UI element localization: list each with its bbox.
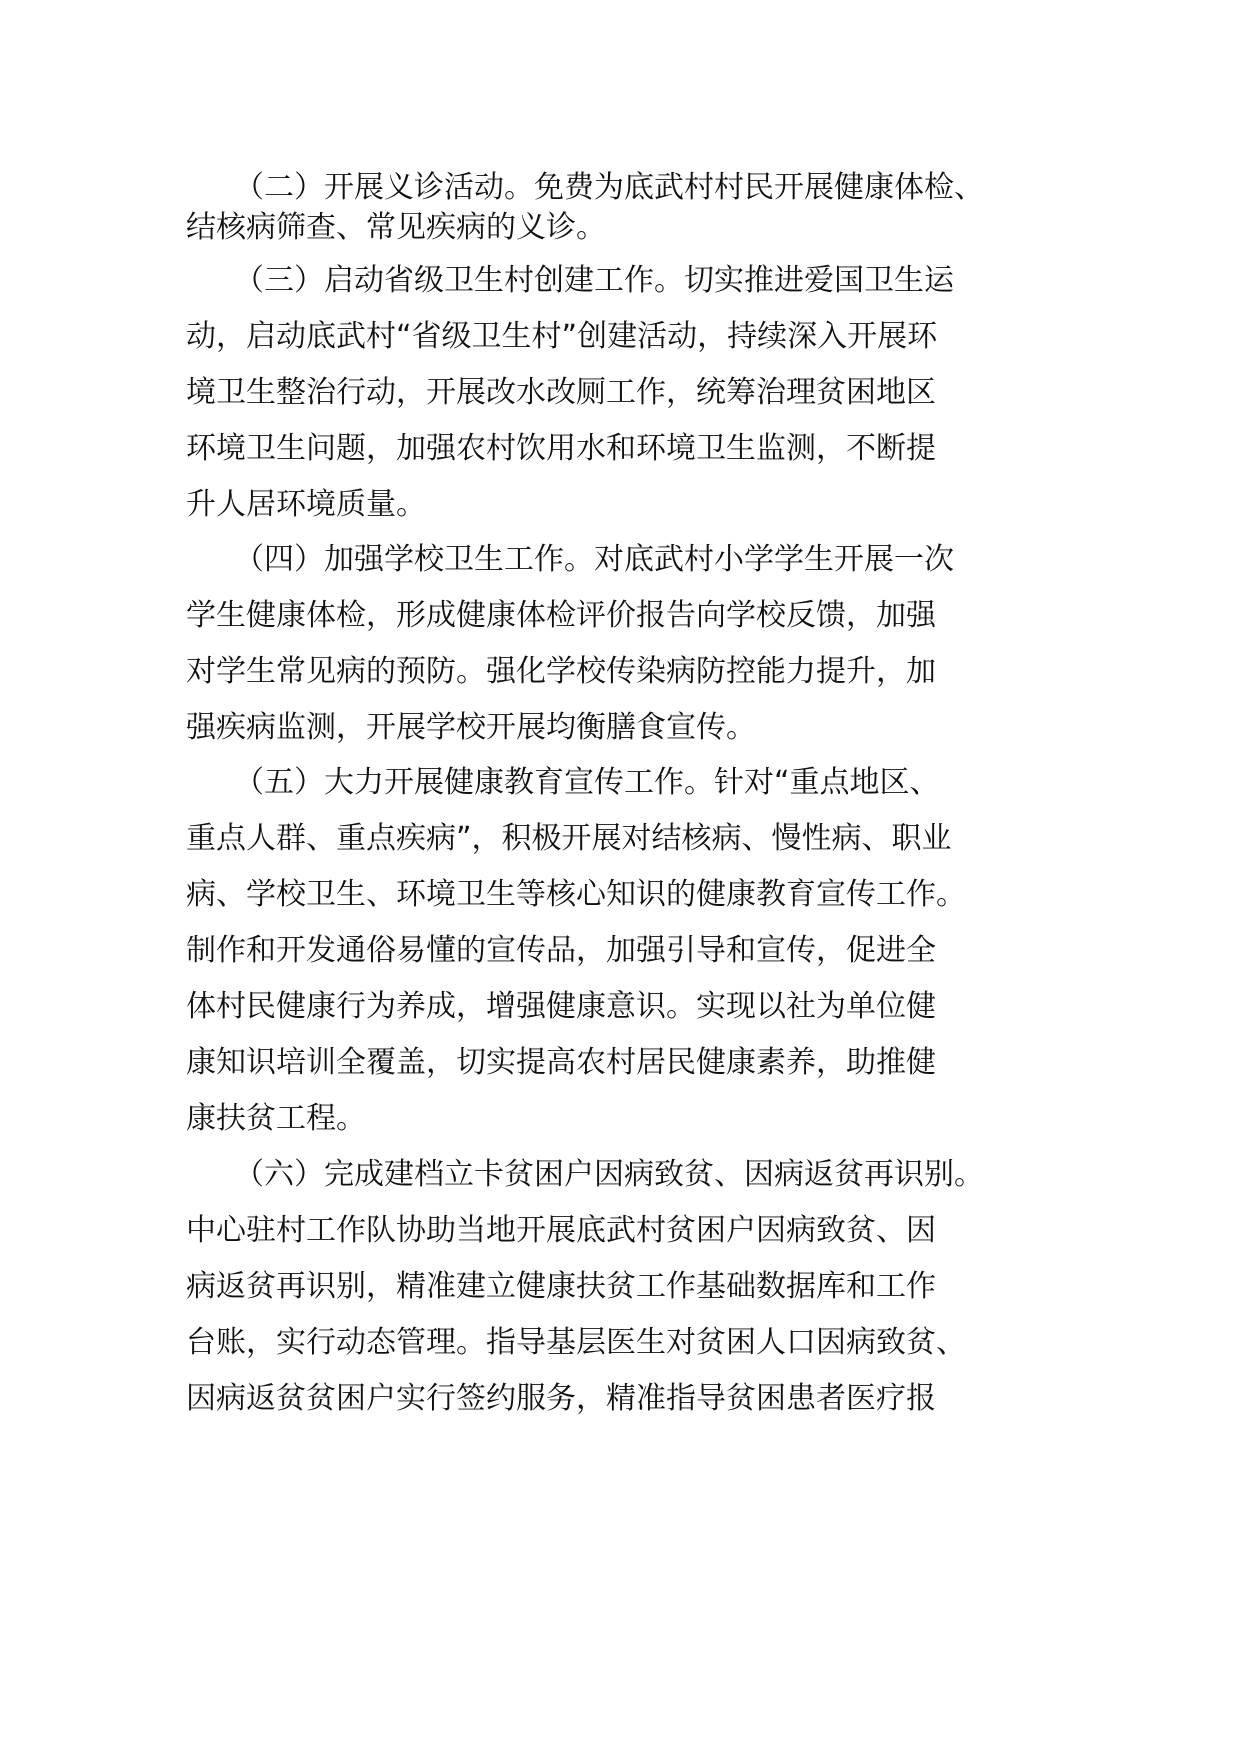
paragraph-line: 对学生常见病的预防。强化学校传染病防控能力提升，加 [186, 654, 936, 689]
paragraph-line: 康扶贫工程。 [186, 1101, 366, 1136]
paragraph-line: （六）完成建档立卡贫困户因病致贫、因病返贫再识别。 [234, 1157, 984, 1192]
paragraph-line: 体村民健康行为养成，增强健康意识。实现以社为单位健 [186, 989, 936, 1024]
paragraph-line: 康知识培训全覆盖，切实提高农村居民健康素养，助推健 [186, 1045, 936, 1080]
paragraph-line: 因病返贫贫困户实行签约服务，精准指导贫困患者医疗报 [186, 1381, 936, 1416]
paragraph-line: 中心驻村工作队协助当地开展底武村贫困户因病致贫、因 [186, 1213, 936, 1248]
paragraph-line: 强疾病监测，开展学校开展均衡膳食宣传。 [186, 710, 756, 745]
paragraph-line: 动，启动底武村“省级卫生村”创建活动，持续深入开展环 [186, 319, 938, 354]
paragraph-line: 制作和开发通俗易懂的宣传品，加强引导和宣传，促进全 [186, 933, 936, 968]
paragraph-line: （二）开展义诊活动。免费为底武村村民开展健康体检、 [234, 170, 984, 205]
paragraph-line: （三）启动省级卫生村创建工作。切实推进爱国卫生运 [234, 263, 954, 298]
paragraph-line: （五）大力开展健康教育宣传工作。针对“重点地区、 [234, 765, 940, 800]
paragraph-line: 学生健康体检，形成健康体检评价报告向学校反馈，加强 [186, 598, 936, 633]
paragraph-line: 境卫生整治行动，开展改水改厕工作，统筹治理贫困地区 [186, 375, 936, 410]
paragraph-line: 环境卫生问题，加强农村饮用水和环境卫生监测，不断提 [186, 431, 936, 466]
paragraph-line: 升人居环境质量。 [186, 487, 426, 522]
paragraph-line: 重点人群、重点疾病”，积极开展对结核病、慢性病、职业 [186, 821, 952, 856]
paragraph-line: （四）加强学校卫生工作。对底武村小学学生开展一次 [234, 542, 954, 577]
paragraph-line: 台账，实行动态管理。指导基层医生对贫困人口因病致贫、 [186, 1325, 966, 1360]
paragraph-line: 结核病筛查、常见疾病的义诊。 [186, 210, 606, 245]
paragraph-line: 病返贫再识别，精准建立健康扶贫工作基础数据库和工作 [186, 1269, 936, 1304]
paragraph-line: 病、学校卫生、环境卫生等核心知识的健康教育宣传工作。 [186, 877, 966, 912]
